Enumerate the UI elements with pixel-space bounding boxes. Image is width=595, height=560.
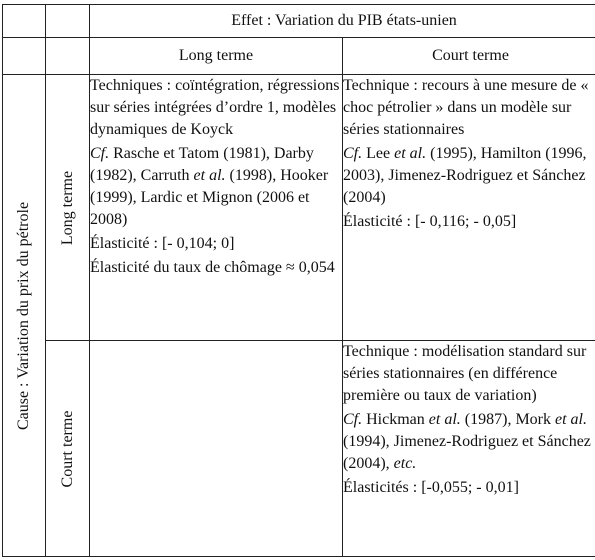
ll-elasticity: Élasticité : [- 0,104; 0] [90,235,235,252]
ll-techniques: Techniques : coïntégration, régressions sur séries intégrées d’ordre 1, modèles dynamiques de Koyck [90,77,340,138]
effect-cause-table [2,4,595,557]
ls-technique: Technique : recours à une mesure de « choc pétrolier » dans un modèle sur séries stationnaires [343,77,589,138]
row-long-term [3,75,595,341]
ll-citations: Cf. Rasche et Tatom (1981), Darby (1982), Carruth et al. (1998), Hooker (1999), Lardic et Mignon (2006 et 2008) [90,145,329,228]
cause-label-cell [3,75,46,557]
corner-cell-4 [46,38,90,75]
ss-elasticity: Élasticités : [-0,055; - 0,01] [343,479,519,496]
cell-short-short [343,341,595,557]
row-label-long-term: Long terme [58,170,76,245]
ss-citations: Cf. Hickman et al. (1987), Mork et al. (1994), Jimenez-Rodriguez et Sánchez (2004), etc. [343,411,591,472]
col-header-long-term: Long terme [90,38,343,75]
col-header-short-term: Court terme [343,38,595,75]
ll-elasticity-unemployment: Élasticité du taux de chômage ≈ 0,054 [90,259,335,276]
row-short-term [3,341,595,557]
row-label-long-term-cell [46,75,90,341]
ls-citations: Cf. Lee et al. (1995), Hamilton (1996, 2003), Jimenez-Rodriguez et Sánchez (2004) [343,145,587,206]
ss-technique: Technique : modélisation standard sur séries stationnaires (en différence première ou taux de variation) [343,343,587,404]
row-label-short-term-cell [46,341,90,557]
header-row-horizon [3,38,595,75]
cell-long-short [343,75,595,341]
corner-cell-2 [46,5,90,38]
row-label-short-term: Court terme [58,410,76,487]
cell-short-long-empty [90,341,343,557]
effect-title: Effet : Variation du PIB états-unien [90,5,595,38]
cause-label: Cause : Variation du prix du pétrole [15,201,32,430]
ls-elasticity: Élasticité : [- 0,116; - 0,05] [343,213,517,230]
header-row-effect [3,5,595,38]
corner-cell [3,5,46,38]
cell-long-long [90,75,343,341]
corner-cell-3 [3,38,46,75]
